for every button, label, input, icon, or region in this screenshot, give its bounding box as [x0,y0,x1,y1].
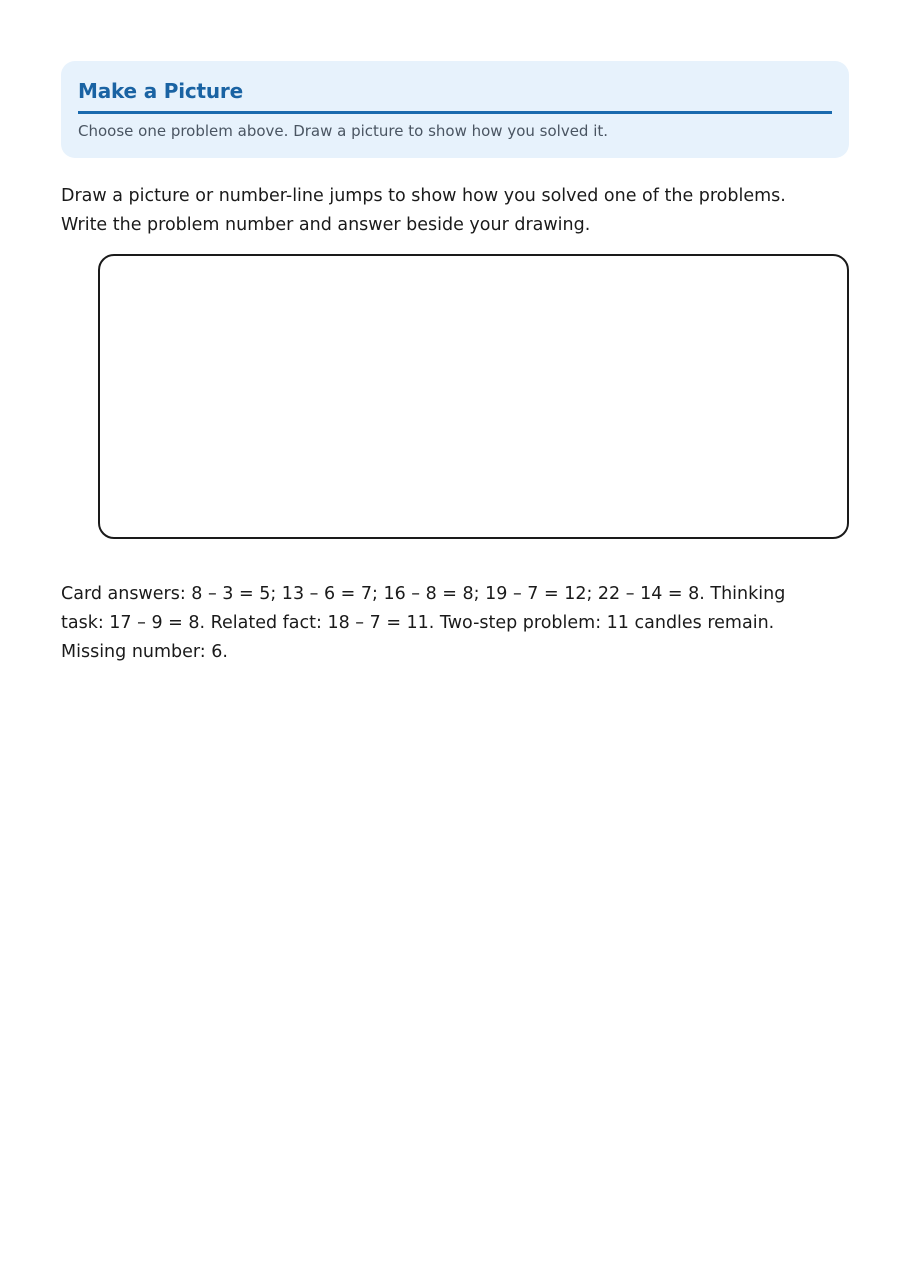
answer-key-line-3: Missing number: 6. [61,642,228,662]
section-subtitle: Choose one problem above. Draw a picture to show how you solved it. [78,122,609,140]
answer-key-line-2: task: 17 – 9 = 8. Related fact: 18 – 7 = 11. Two-step problem: 11 candles remain. [61,613,775,633]
section-header-box [61,61,849,158]
section-title: Make a Picture [78,79,243,103]
instructions-line-2: Write the problem number and answer beside your drawing. [61,215,591,235]
answer-key-line-1: Card answers: 8 – 3 = 5; 13 – 6 = 7; 16 – 8 = 8; 19 – 7 = 12; 22 – 14 = 8. Thinking [61,584,786,604]
answer-key [61,580,851,667]
drawing-instructions [61,182,851,240]
drawing-area[interactable] [98,254,849,539]
instructions-line-1: Draw a picture or number-line jumps to show how you solved one of the problems. [61,186,786,206]
section-divider [78,111,832,114]
